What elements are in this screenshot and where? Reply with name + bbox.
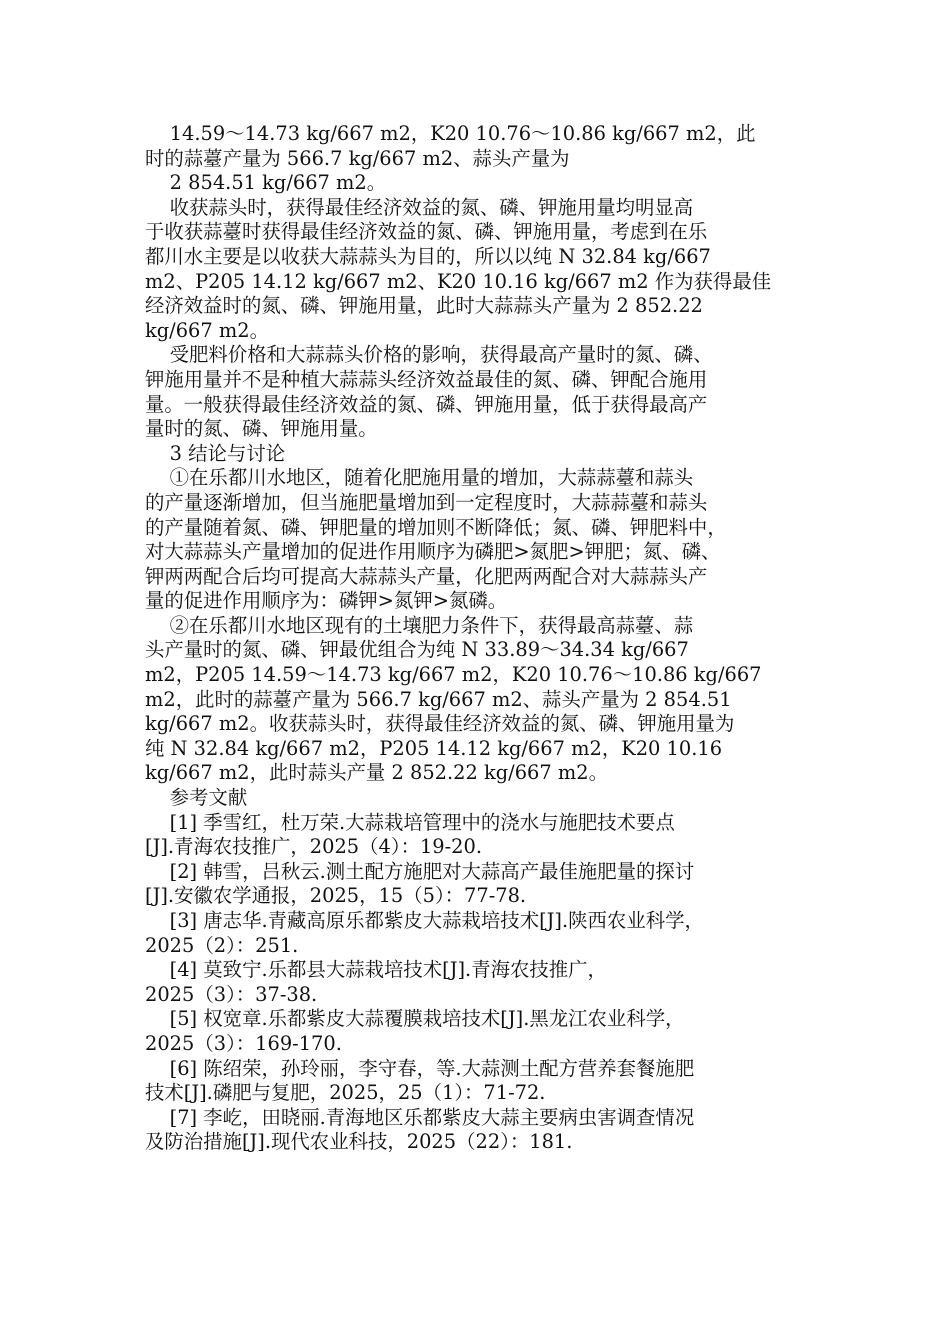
text-line: 钾施用量并不是种植大蒜蒜头经济效益最佳的氮、磷、钾配合施用 bbox=[145, 367, 708, 391]
text-line: kg/667 m2，此时蒜头产量 2 852.22 kg/667 m2。 bbox=[145, 761, 608, 785]
text-line: [7] 李屹，田晓丽.青海地区乐都紫皮大蒜主要病虫害调查情况 bbox=[145, 1105, 695, 1129]
text-line: [2] 韩雪，吕秋云.测土配方施肥对大蒜高产最佳施肥量的探讨 bbox=[145, 859, 695, 883]
text-line: [6] 陈绍荣，孙玲丽，李守春，等.大蒜测土配方营养套餐施肥 bbox=[145, 1056, 695, 1080]
text-line: 参考文献 bbox=[145, 786, 248, 810]
text-line: 2025（3）：37-38. bbox=[145, 982, 318, 1006]
text-line: ①在乐都川水地区，随着化肥施用量的增加，大蒜蒜薹和蒜头 bbox=[145, 466, 694, 490]
text-line: 都川水主要是以收获大蒜蒜头为目的，所以以纯 N 32.84 kg/667 bbox=[145, 244, 711, 268]
text-line: 收获蒜头时，获得最佳经济效益的氮、磷、钾施用量均明显高 bbox=[145, 195, 694, 219]
text-line: [1] 季雪红，杜万荣.大蒜栽培管理中的浇水与施肥技术要点 bbox=[145, 810, 675, 834]
text-line: [5] 权宽章.乐都紫皮大蒜覆膜栽培技术[J].黑龙江农业科学， bbox=[145, 1007, 685, 1031]
text-line: 经济效益时的氮、磷、钾施用量，此时大蒜蒜头产量为 2 852.22 bbox=[145, 294, 703, 318]
text-line: [4] 莫致宁.乐都县大蒜栽培技术[J].青海农技推广， bbox=[145, 958, 607, 982]
text-line: m2，P205 14.59～14.73 kg/667 m2，K20 10.76～10.86 kg/667 bbox=[145, 663, 762, 687]
text-line: 2025（2）：251. bbox=[145, 933, 299, 957]
text-line: 量。一般获得最佳经济效益的氮、磷、钾施用量，低于获得最高产 bbox=[145, 392, 708, 416]
text-line: 对大蒜蒜头产量增加的促进作用顺序为磷肥>氮肥>钾肥；氮、磷、 bbox=[145, 540, 721, 564]
text-line: 纯 N 32.84 kg/667 m2，P205 14.12 kg/667 m2，K20 10.16 bbox=[145, 736, 723, 760]
text-line: 3 结论与讨论 bbox=[145, 441, 286, 465]
text-line: kg/667 m2。收获蒜头时，获得最佳经济效益的氮、磷、钾施用量为 bbox=[145, 712, 735, 736]
text-line: ②在乐都川水地区现有的土壤肥力条件下，获得最高蒜薹、蒜 bbox=[145, 613, 694, 637]
text-line: 14.59～14.73 kg/667 m2，K20 10.76～10.86 kg/667 m2，此 bbox=[145, 122, 756, 145]
text-line: 2025（3）：169-170. bbox=[145, 1031, 342, 1055]
text-line: [J].青海农技推广，2025（4）：19-20. bbox=[145, 835, 483, 859]
body-text bbox=[145, 122, 815, 1155]
text-line: 及防治措施[J].现代农业科技，2025（22）：181. bbox=[145, 1130, 573, 1154]
text-line: m2、P205 14.12 kg/667 m2、K20 10.16 kg/667 m2 作为获得最佳 bbox=[145, 269, 772, 293]
text-line: [3] 唐志华.青藏高原乐都紫皮大蒜栽培技术[J].陕西农业科学， bbox=[145, 909, 704, 932]
text-line: 于收获蒜薹时获得最佳经济效益的氮、磷、钾施用量，考虑到在乐 bbox=[145, 220, 708, 244]
text-line: 量的促进作用顺序为：磷钾>氮钾>氮磷。 bbox=[145, 589, 508, 613]
text-line: kg/667 m2。 bbox=[145, 318, 269, 342]
text-line: 头产量时的氮、磷、钾最优组合为纯 N 33.89～34.34 kg/667 bbox=[145, 638, 689, 662]
text-line: 量时的氮、磷、钾施用量。 bbox=[145, 417, 378, 441]
text-line: 的产量随着氮、磷、钾肥量的增加则不断降低；氮、磷、钾肥料中， bbox=[145, 515, 727, 539]
text-line: m2，此时的蒜薹产量为 566.7 kg/667 m2、蒜头产量为 2 854.51 bbox=[145, 687, 732, 711]
text-line: 钾两两配合后均可提高大蒜蒜头产量，化肥两两配合对大蒜蒜头产 bbox=[145, 564, 708, 588]
text-line: 技术[J].磷肥与复肥，2025，25（1）：71-72. bbox=[145, 1081, 546, 1105]
text-line: 2 854.51 kg/667 m2。 bbox=[145, 171, 387, 195]
text-line: [J].安徽农学通报，2025，15（5）：77-78. bbox=[145, 884, 527, 908]
text-line: 时的蒜薹产量为 566.7 kg/667 m2、蒜头产量为 bbox=[145, 146, 570, 170]
text-line: 受肥料价格和大蒜蒜头价格的影响，获得最高产量时的氮、磷、 bbox=[145, 343, 713, 367]
text-line: 的产量逐渐增加，但当施肥量增加到一定程度时，大蒜蒜薹和蒜头 bbox=[145, 490, 708, 514]
